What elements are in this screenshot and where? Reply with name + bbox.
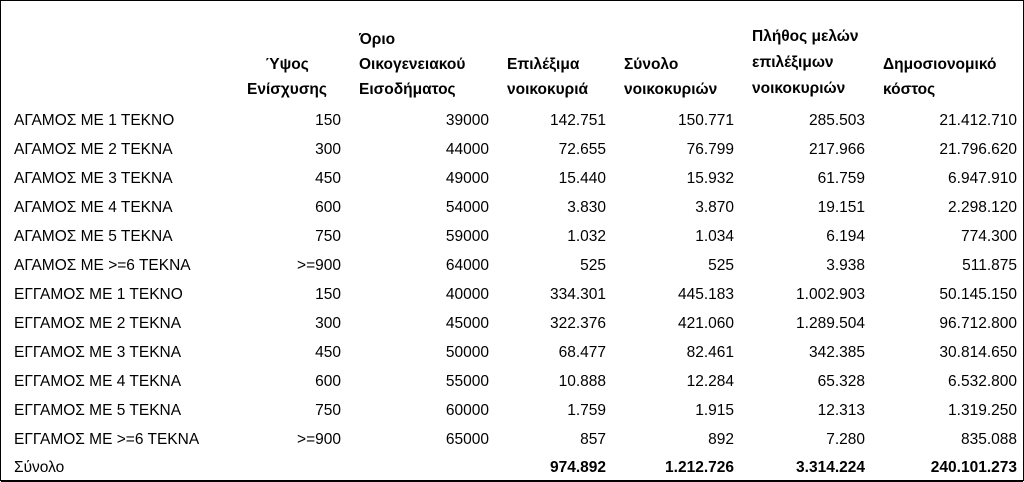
cell-support-amount: >=900 — [297, 257, 341, 274]
cell-category: ΑΓΑΜΟΣ ΜΕ 4 ΤΕΚΝΑ — [14, 199, 173, 216]
cell-support-amount: 450 — [315, 170, 341, 187]
cell-eligible-households: 1.759 — [567, 402, 606, 419]
cell-category: ΑΓΑΜΟΣ ΜΕ 3 ΤΕΚΝΑ — [14, 170, 173, 187]
cell-income-limit: 45000 — [445, 315, 489, 332]
header-fiscal-cost: Δημοσιονομικό κόστος — [883, 56, 997, 98]
cell-eligible-households: 334.301 — [549, 286, 606, 303]
cell-eligible-households: 3.830 — [567, 199, 606, 216]
table-row — [1, 309, 1023, 338]
cell-total-households: 150.771 — [677, 112, 734, 129]
cell-support-amount: 450 — [315, 344, 341, 361]
cell-category: ΑΓΑΜΟΣ ΜΕ 5 ΤΕΚΝΑ — [14, 228, 173, 245]
cell-eligible-members: 65.328 — [817, 373, 865, 390]
cell-fiscal-cost: 21.412.710 — [939, 112, 1017, 129]
cell-income-limit: 49000 — [445, 170, 489, 187]
cell-income-limit: 55000 — [445, 373, 489, 390]
cell-category: ΕΓΓΑΜΟΣ ΜΕ 2 ΤΕΚΝΑ — [14, 315, 182, 332]
cell-category: ΑΓΑΜΟΣ ΜΕ 2 ΤΕΚΝΑ — [14, 141, 173, 158]
cell-fiscal-cost: 511.875 — [962, 257, 1017, 274]
cell-eligible-households: 322.376 — [549, 315, 606, 332]
cell-eligible-households: 1.032 — [567, 228, 606, 245]
cell-total-households: 3.870 — [695, 199, 734, 216]
total-eligible-households: 974.892 — [495, 454, 612, 482]
cell-eligible-members: 3.938 — [826, 257, 865, 274]
table-row — [1, 135, 1023, 164]
cell-category: ΕΓΓΑΜΟΣ ΜΕ >=6 ΤΕΚΝΑ — [14, 431, 200, 448]
table-row — [1, 222, 1023, 251]
header-income-limit: Όριο Οικογενειακού Εισοδήματος — [359, 31, 466, 98]
cell-fiscal-cost: 30.814.650 — [939, 344, 1017, 361]
cell-eligible-members: 61.759 — [817, 170, 865, 187]
cell-category: ΕΓΓΑΜΟΣ ΜΕ 3 ΤΕΚΝΑ — [14, 344, 182, 361]
cell-fiscal-cost: 6.947.910 — [948, 170, 1017, 187]
table-row — [1, 106, 1023, 135]
cell-eligible-members: 342.385 — [808, 344, 865, 361]
total-total-households: 1.212.726 — [612, 454, 740, 482]
cell-support-amount: 150 — [315, 286, 341, 303]
cell-category: ΕΓΓΑΜΟΣ ΜΕ 1 ΤΕΚΝΟ — [14, 286, 183, 303]
total-empty-income — [347, 454, 495, 482]
cell-eligible-members: 1.289.504 — [796, 315, 865, 332]
cell-fiscal-cost: 21.796.620 — [939, 141, 1017, 158]
cell-category: ΕΓΓΑΜΟΣ ΜΕ 4 ΤΕΚΝΑ — [14, 373, 182, 390]
cell-support-amount: 750 — [315, 228, 341, 245]
cell-support-amount: >=900 — [297, 431, 341, 448]
table-row — [1, 280, 1023, 309]
cell-category: ΕΓΓΑΜΟΣ ΜΕ 5 ΤΕΚΝΑ — [14, 402, 182, 419]
cell-fiscal-cost: 835.088 — [960, 431, 1017, 448]
cell-total-households: 525 — [708, 257, 734, 274]
cell-eligible-members: 285.503 — [808, 112, 865, 129]
table-row — [1, 425, 1023, 454]
cell-eligible-households: 72.655 — [558, 141, 606, 158]
table-row — [1, 164, 1023, 193]
cell-category: ΑΓΑΜΟΣ ΜΕ 1 ΤΕΚΝΟ — [14, 112, 175, 129]
total-fiscal-cost: 240.101.273 — [871, 454, 1023, 482]
total-row — [1, 454, 1023, 482]
cell-total-households: 82.461 — [686, 344, 734, 361]
cell-total-households: 12.284 — [686, 373, 734, 390]
header-eligible-members: Πλήθος μελών επιλέξιμων νοικοκυριών — [752, 28, 859, 97]
cell-eligible-members: 12.313 — [817, 402, 865, 419]
cell-eligible-households: 15.440 — [558, 170, 606, 187]
cell-support-amount: 600 — [315, 199, 341, 216]
header-category — [1, 1, 227, 106]
cell-income-limit: 44000 — [445, 141, 489, 158]
cell-eligible-households: 525 — [580, 257, 606, 274]
support-table — [1, 1, 1023, 482]
cell-eligible-households: 10.888 — [558, 373, 606, 390]
cell-fiscal-cost: 96.712.800 — [939, 315, 1017, 332]
cell-fiscal-cost: 774.300 — [960, 228, 1017, 245]
cell-eligible-members: 6.194 — [826, 228, 865, 245]
cell-category: ΑΓΑΜΟΣ ΜΕ >=6 ΤΕΚΝΑ — [14, 257, 191, 274]
cell-eligible-members: 217.966 — [808, 141, 865, 158]
table-row — [1, 251, 1023, 280]
table-row — [1, 396, 1023, 425]
header-support-amount: Ύψος Ενίσχυσης — [247, 56, 327, 98]
cell-support-amount: 150 — [315, 112, 341, 129]
cell-fiscal-cost: 6.532.800 — [948, 373, 1017, 390]
cell-total-households: 1.034 — [695, 228, 734, 245]
cell-eligible-members: 19.151 — [817, 199, 865, 216]
cell-income-limit: 54000 — [445, 199, 489, 216]
cell-support-amount: 300 — [315, 315, 341, 332]
cell-eligible-households: 142.751 — [549, 112, 606, 129]
table-row — [1, 338, 1023, 367]
cell-total-households: 445.183 — [677, 286, 734, 303]
cell-fiscal-cost: 1.319.250 — [948, 402, 1017, 419]
total-eligible-members: 3.314.224 — [740, 454, 871, 482]
cell-total-households: 421.060 — [677, 315, 734, 332]
cell-eligible-households: 857 — [580, 431, 606, 448]
header-eligible-households: Επιλέξιμα νοικοκυριά — [507, 56, 589, 98]
cell-support-amount: 600 — [315, 373, 341, 390]
cell-eligible-members: 1.002.903 — [796, 286, 865, 303]
cell-income-limit: 59000 — [445, 228, 489, 245]
total-label: Σύνολο — [1, 454, 227, 482]
header-total-households: Σύνολο νοικοκυριών — [624, 56, 718, 98]
cell-fiscal-cost: 50.145.150 — [939, 286, 1017, 303]
cell-income-limit: 65000 — [445, 431, 489, 448]
cell-income-limit: 64000 — [445, 257, 489, 274]
cell-eligible-members: 7.280 — [826, 431, 865, 448]
cell-total-households: 76.799 — [686, 141, 734, 158]
cell-eligible-households: 68.477 — [558, 344, 606, 361]
cell-support-amount: 750 — [315, 402, 341, 419]
cell-fiscal-cost: 2.298.120 — [948, 199, 1017, 216]
cell-income-limit: 50000 — [445, 344, 489, 361]
table-row — [1, 193, 1023, 222]
cell-total-households: 15.932 — [686, 170, 734, 187]
table-row — [1, 367, 1023, 396]
cell-support-amount: 300 — [315, 141, 341, 158]
table-body — [1, 106, 1023, 482]
cell-total-households: 892 — [708, 431, 734, 448]
cell-total-households: 1.915 — [695, 402, 734, 419]
cell-income-limit: 40000 — [445, 286, 489, 303]
cell-income-limit: 39000 — [445, 112, 489, 129]
header-row — [1, 1, 1023, 106]
total-empty-support — [227, 454, 347, 482]
cell-income-limit: 60000 — [445, 402, 489, 419]
